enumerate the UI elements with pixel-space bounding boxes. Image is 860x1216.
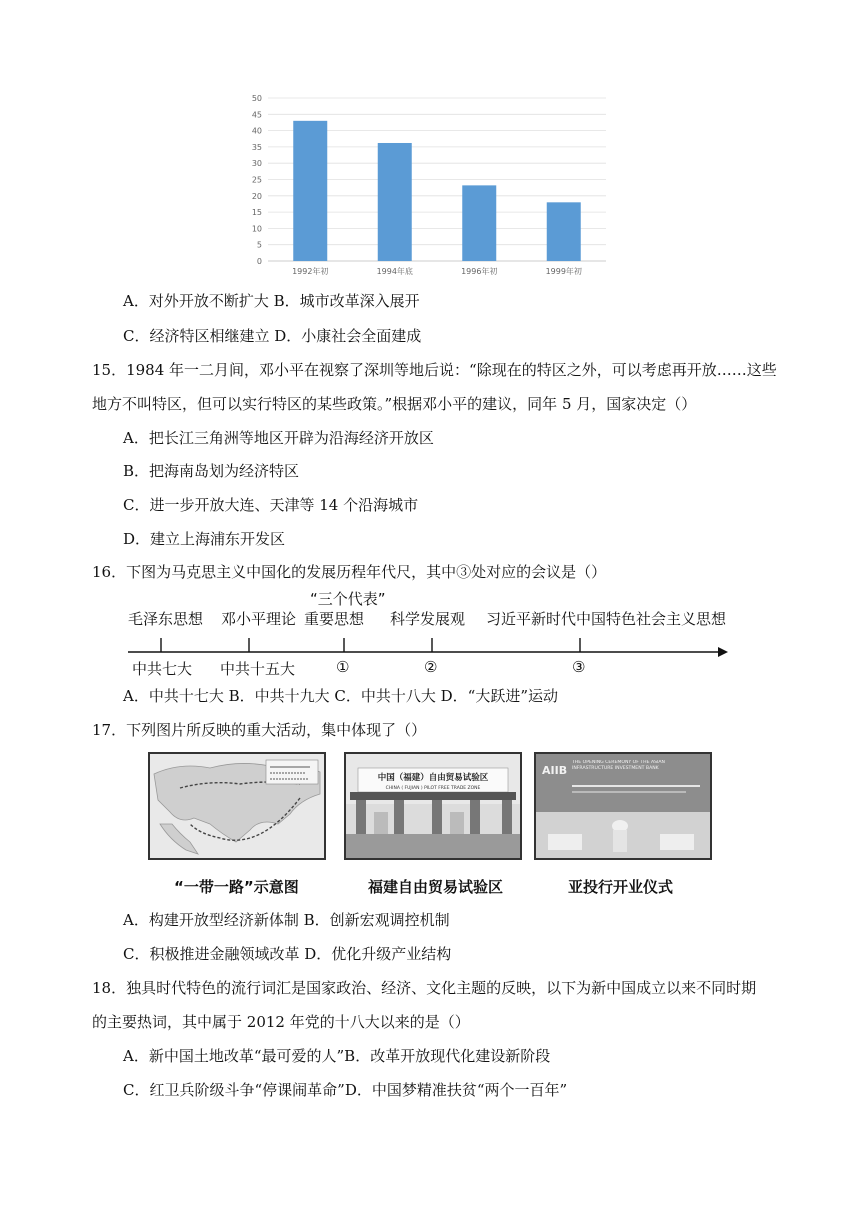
y-tick-label: 10 [251,224,262,234]
caption-aiib: 亚投行开业仪式 [568,878,674,896]
q18-options-line1: A．新中国土地改革“最可爱的人”B．改革开放现代化建设新阶段 [123,1047,551,1065]
ftz-sign-english: CHINA ( FUJIAN ) PILOT FREE TRADE ZONE [385,786,481,791]
timeline-marker-3: ③ [572,658,586,676]
q17-options-line1: A．构建开放型经济新体制 B．创新宏观调控机制 [123,911,450,929]
chart-bars [293,121,581,261]
y-tick-label: 5 [256,240,262,250]
aiib-ceremony-image [534,752,712,860]
timeline-label-mao: 毛泽东思想 [128,610,204,628]
q14-options-line2: C．经济特区相继建立 D．小康社会全面建成 [123,327,422,345]
y-tick-label: 50 [251,94,262,103]
timeline-ruler [118,588,738,680]
fujian-ftz-gate-image [344,752,522,860]
q18-stem-line2: 的主要热词，其中属于 2012 年党的十八大以来的是（） [92,1013,470,1031]
x-tick-label: 1992年初 [292,267,329,276]
y-tick-label: 45 [251,110,262,120]
q17-options-line2: C．积极推进金融领域改革 D．优化升级产业结构 [123,945,452,963]
q15-option-b: B．把海南岛划为经济特区 [123,462,300,480]
timeline-label-important-thought: 重要思想 [304,610,365,628]
timeline-arrow-icon [718,647,728,657]
q14-options-line1: A．对外开放不断扩大 B．城市改革深入展开 [123,292,420,310]
bar-chart [248,86,618,282]
caption-fujian-ftz: 福建自由贸易试验区 [368,878,504,896]
timeline-marker-1: ① [336,658,350,676]
timeline-label-15th-congress: 中共十五大 [220,660,296,678]
y-tick-label: 35 [251,142,262,152]
bar [293,121,327,261]
bar [462,185,496,261]
chart-x-ticks [292,266,582,276]
q18-stem-line1: 18．独具时代特色的流行词汇是国家政治、经济、文化主题的反映，以下为新中国成立以来不同时期 [92,979,757,997]
timeline-label-deng: 邓小平理论 [221,610,297,628]
timeline-marker-2: ② [424,658,438,676]
y-tick-label: 20 [251,191,262,201]
timeline-label-three-represents: “三个代表” [310,590,386,608]
q18-options-line2: C．红卫兵阶级斗争“停课闹革命”D．中国梦精准扶贫“两个一百年” [123,1081,568,1099]
q17-stem: 17．下列图片所反映的重大活动，集中体现了（） [92,721,427,739]
q16-options: A．中共十七大 B．中共十九大 C．中共十八大 D．“大跃进”运动 [123,687,559,705]
timeline-label-xi-thought: 习近平新时代中国特色社会主义思想 [486,610,727,628]
x-tick-label: 1994年底 [376,267,413,276]
aiib-logo-text: AIIB [542,764,568,777]
timeline-label-7th-congress: 中共七大 [132,660,193,678]
q15-option-c: C．进一步开放大连、天津等 14 个沿海城市 [123,496,419,514]
q15-option-d: D．建立上海浦东开发区 [123,530,286,548]
caption-belt-road: “一带一路”示意图 [174,878,299,896]
chart-y-ticks [252,94,262,266]
x-tick-label: 1996年初 [461,267,498,276]
y-tick-label: 40 [251,126,262,136]
aiib-banner-text: THE OPENING CEREMONY OF THE ASIAN INFRASTRUCTURE INVESTMENT BANK [572,760,665,771]
ftz-sign-text: 中国（福建）自由贸易试验区 [377,773,489,783]
timeline-label-scientific-development: 科学发展观 [390,610,466,628]
belt-road-map-image [148,752,326,860]
q16-stem: 16．下图为马克思主义中国化的发展历程年代尺，其中③处对应的会议是（） [92,563,607,581]
bar [547,202,581,261]
y-tick-label: 25 [251,175,262,185]
q15-stem-line2: 地方不叫特区，但可以实行特区的某些政策。”根据邓小平的建议，同年 5 月，国家决定（） [92,395,697,413]
y-tick-label: 15 [251,208,262,218]
q15-option-a: A．把长江三角洲等地区开辟为沿海经济开放区 [123,429,434,447]
x-tick-label: 1999年初 [545,267,582,276]
y-tick-label: 30 [251,159,262,169]
bar [378,143,412,261]
q15-stem-line1: 15．1984 年一二月间，邓小平在视察了深圳等地后说：“除现在的特区之外，可以考虑再开放……这些 [92,361,777,379]
y-tick-label: 0 [256,257,262,266]
